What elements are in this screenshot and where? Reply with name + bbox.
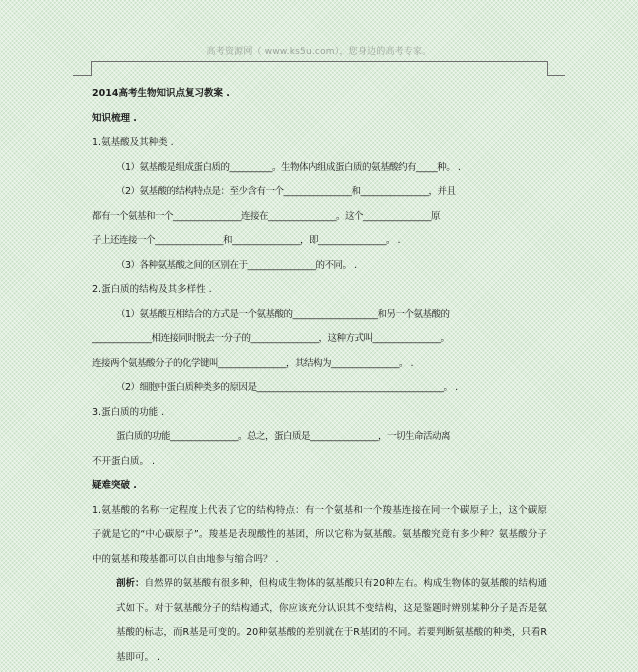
item2-heading: 2.蛋白质的结构及其多样性 . bbox=[92, 284, 212, 295]
item2-question2: （2）细胞中蛋白质种类多的原因是____________________________________________。 . bbox=[116, 382, 458, 393]
item1-question2-line2: 都有一个氨基和一个________________连接在________________。这个________________原 bbox=[92, 210, 441, 222]
item1-question3: （3）各种氨基酸之间的区别在于________________的不同。 . bbox=[116, 259, 357, 271]
header-rule-left-tick bbox=[91, 61, 92, 76]
page-header-text: 高考资源网（ www.ks5u.com），您身边的高考专家。 bbox=[206, 47, 432, 57]
difficulty-paragraph: 1.氨基酸的名称一定程度上代表了它的结构特点：有一个氨基和一个羧基连接在同一个碳原子上，这个碳原子就是它的“中心碳原子”。羧基是表现酸性的基团，所以它称为氨基酸。氨基酸究竟有多少种？氨基酸分子中的氨基和羧基都可以自由地参与缩合吗？ . bbox=[92, 504, 547, 565]
item2-question1-line2: ______________相连接同时脱去一分子的________________，这种方式叫________________。 bbox=[92, 333, 450, 344]
item3-line2: 不开蛋白质。 . bbox=[92, 455, 156, 467]
section-heading-difficulty: 疑难突破 . bbox=[92, 480, 137, 491]
item1-question1: （1）氨基酸是组成蛋白质的__________。生物体内组成蛋白质的氨基酸约有_____种。 . bbox=[116, 161, 461, 173]
item1-question2-line1: （2）氨基酸的结构特点是：至少含有一个________________和________________，并且 bbox=[116, 186, 456, 197]
header-rule-middle bbox=[91, 61, 548, 62]
analysis-label: 剖析： bbox=[116, 578, 145, 589]
analysis-paragraph bbox=[92, 572, 547, 670]
section-heading-knowledge: 知识梳理 . bbox=[92, 112, 137, 124]
item2-question1-line1: （1）氨基酸互相结合的方式是一个氨基酸的____________________和另一个氨基酸的 bbox=[116, 308, 450, 320]
item1-question2-line3: 子上还连接一个________________和________________，即________________。 . bbox=[92, 235, 401, 246]
header-rule-right bbox=[547, 75, 565, 76]
document-body bbox=[92, 82, 547, 670]
item1-heading: 1.氨基酸及其种类 . bbox=[92, 137, 174, 148]
header-rule-left bbox=[73, 75, 91, 76]
item3-heading: 3.蛋白质的功能 . bbox=[92, 406, 165, 418]
analysis-text: 自然界的氨基酸有很多种，但构成生物体的氨基酸只有20种左右。构成生物体的氨基酸的结构通式如下。对于氨基酸分子的结构通式，你应该充分认识其不变结构，这是鉴题时辨别某种分子是否是氨基酸的标志，而R基是可变的。20种氨基酸的差别就在于R基团的不同。若要判断氨基酸的种类，只看R基即可。 . bbox=[116, 578, 547, 663]
header-rule-right-tick bbox=[547, 61, 548, 76]
item2-question1-line3: 连接两个氨基酸分子的化学键叫________________，其结构为________________。 . bbox=[92, 357, 414, 369]
item3-line1: 蛋白质的功能________________。总之，蛋白质是________________，一切生命活动离 bbox=[116, 431, 451, 442]
document-title: 2014高考生物知识点复习教案 . bbox=[92, 88, 230, 99]
